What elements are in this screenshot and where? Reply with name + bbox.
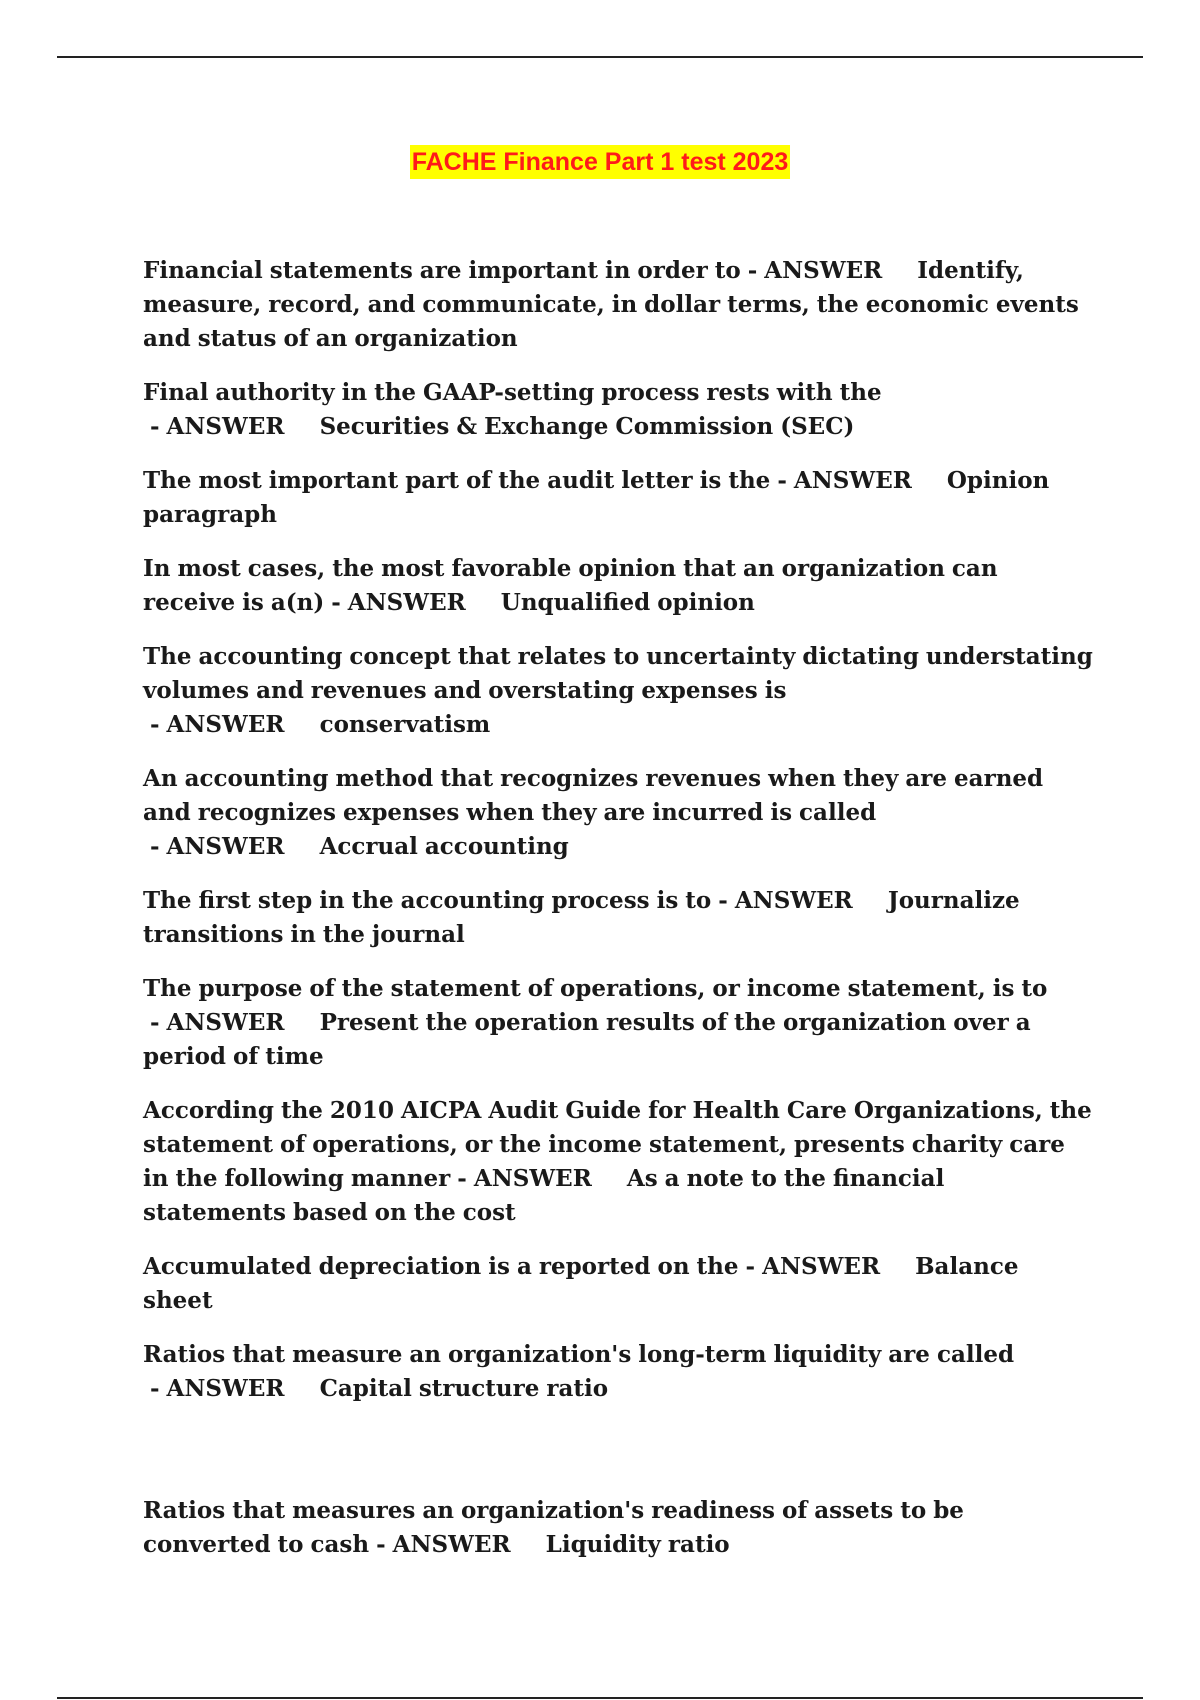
- answer-text: Journalize transitions in the journal: [143, 887, 1020, 948]
- qa-item-6: [143, 762, 1093, 864]
- answer-text: As a note to the financial statements based on the cost: [143, 1165, 945, 1226]
- document-title: FACHE Finance Part 1 test 2023: [410, 145, 791, 179]
- answer-text: Balance sheet: [143, 1253, 1019, 1314]
- qa-item-5: [143, 640, 1093, 742]
- answer-text: Unqualified opinion: [500, 589, 755, 616]
- qa-item-4: [143, 552, 1093, 620]
- header-rule: [57, 56, 1143, 58]
- title-wrap: [0, 145, 1200, 179]
- question-text: The purpose of the statement of operations, or income statement, is to: [143, 975, 1048, 1002]
- qa-item-7: [143, 884, 1093, 952]
- answer-text: Identify, measure, record, and communicate, in dollar terms, the economic events and status of an organization: [143, 257, 1079, 352]
- answer-marker: - ANSWER: [143, 711, 320, 738]
- answer-marker: - ANSWER: [369, 1531, 546, 1558]
- question-text: Accumulated depreciation is a reported on the: [143, 1253, 739, 1280]
- answer-text: Present the operation results of the organization over a period of time: [143, 1009, 1031, 1070]
- answer-marker: - ANSWER: [711, 887, 888, 914]
- question-text: The accounting concept that relates to uncertainty dictating understating volumes and revenues and overstating expenses is: [143, 643, 1093, 704]
- footer-rule: [57, 1697, 1143, 1699]
- answer-text: Liquidity ratio: [545, 1531, 730, 1558]
- answer-text: Opinion paragraph: [143, 467, 1050, 528]
- qa-item-12: [143, 1494, 1093, 1562]
- qa-item-2: [143, 376, 1093, 444]
- qa-item-3: [143, 464, 1093, 532]
- answer-marker: - ANSWER: [450, 1165, 627, 1192]
- qa-item-10: [143, 1250, 1093, 1318]
- question-text: In most cases, the most favorable opinion that an organization can receive is a(n): [143, 555, 998, 616]
- question-text: The first step in the accounting process is to: [143, 887, 712, 914]
- answer-marker: - ANSWER: [324, 589, 501, 616]
- answer-marker: - ANSWER: [143, 1375, 320, 1402]
- answer-marker: - ANSWER: [143, 1009, 320, 1036]
- answer-marker: - ANSWER: [770, 467, 947, 494]
- question-text: Ratios that measures an organization's readiness of assets to be converted to cash: [143, 1497, 964, 1558]
- qa-item-11: [143, 1338, 1093, 1406]
- qa-item-9: [143, 1094, 1093, 1230]
- answer-text: Accrual accounting: [319, 833, 569, 860]
- question-text: The most important part of the audit letter is the: [143, 467, 771, 494]
- answer-text: conservatism: [319, 711, 491, 738]
- answer-marker: - ANSWER: [143, 833, 320, 860]
- answer-marker: - ANSWER: [740, 257, 918, 284]
- qa-item-1: [143, 254, 1093, 356]
- answer-marker: - ANSWER: [738, 1253, 916, 1280]
- question-text: An accounting method that recognizes revenues when they are earned and recognizes expenses when they are incurred is called: [143, 765, 1044, 826]
- question-text: Ratios that measure an organization's long-term liquidity are called: [143, 1341, 1015, 1368]
- question-text: Final authority in the GAAP-setting process rests with the: [143, 379, 882, 406]
- answer-text: Securities & Exchange Commission (SEC): [319, 413, 855, 440]
- qa-item-8: [143, 972, 1093, 1074]
- question-text: Financial statements are important in order to: [143, 257, 741, 284]
- question-text: According the 2010 AICPA Audit Guide for Health Care Organizations, the statement of operations, or the income statement, presents charity care in the following manner: [143, 1097, 1092, 1192]
- answer-marker: - ANSWER: [143, 413, 320, 440]
- answer-text: Capital structure ratio: [319, 1375, 609, 1402]
- qa-list: [143, 254, 1093, 1582]
